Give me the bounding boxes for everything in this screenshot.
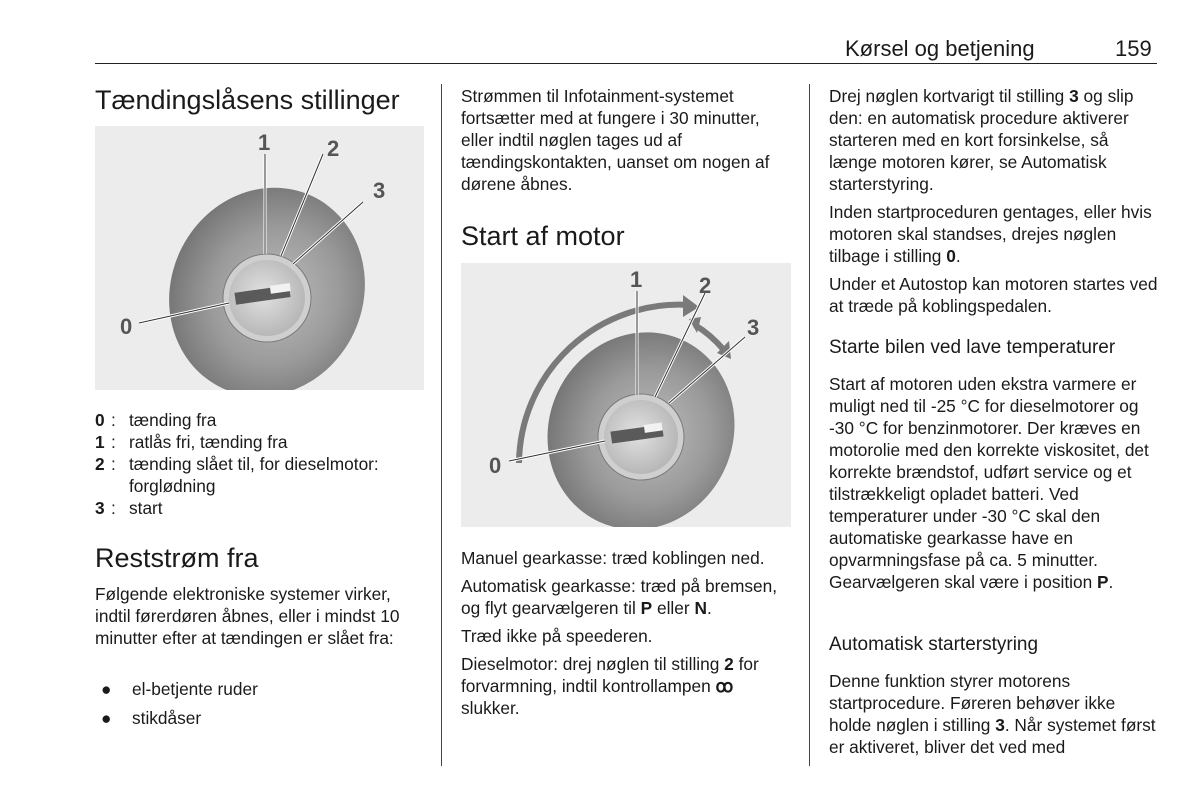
position-label-0: 0 bbox=[120, 314, 133, 339]
engine-start-figure bbox=[461, 263, 791, 527]
position-label-3: 3 bbox=[747, 315, 760, 340]
glow-plug-icon: ꝏ bbox=[715, 676, 734, 696]
position-label-3: 3 bbox=[373, 178, 386, 203]
column-divider bbox=[441, 84, 442, 766]
automatic-starter-paragraph: Denne funktion styrer motorens startprocedure. Føreren behøver ikke holde nøglen i stilling 3. Når systemet først er aktiveret, bliver det ved med bbox=[829, 671, 1156, 757]
heading-automatic-starter-control: Automatisk starterstyring bbox=[829, 634, 1039, 655]
list-item: ● stikdåser bbox=[101, 708, 202, 728]
legend-row: 2 : tænding slået til, for dieselmotor: forglødning bbox=[95, 454, 379, 496]
legend-row: 1 : ratlås fri, tænding fra bbox=[95, 432, 288, 452]
automatic-gearbox-paragraph: Automatisk gearkasse: træd på bremsen, og flyt gearvælgeren til P eller N. bbox=[461, 576, 778, 618]
column-divider bbox=[809, 84, 810, 766]
repeat-start-paragraph: Inden startproceduren gentages, eller hvis motoren skal standses, drejes nøglen tilbage i stilling 0. bbox=[829, 202, 1152, 266]
heading-ignition-positions: Tændingslåsens stillinger bbox=[95, 85, 400, 115]
ignition-start-illustration bbox=[461, 263, 791, 527]
heading-engine-start: Start af motor bbox=[461, 221, 625, 251]
position-legend bbox=[95, 409, 429, 519]
running-header-title: Kørsel og betjening bbox=[845, 36, 1035, 61]
autostop-paragraph: Under et Autostop kan motoren startes ved at træde på koblingspedalen. bbox=[829, 274, 1158, 316]
header-rule bbox=[95, 63, 1157, 64]
position-label-1: 1 bbox=[258, 130, 271, 155]
turn-key-paragraph: Drej nøglen kortvarigt til stilling 3 og slip den: en automatisk procedure aktiverer starteren med en kort forsinkelse, så længe motoren kører, se Automatisk starterstyring. bbox=[829, 86, 1134, 194]
accelerator-paragraph: Træd ikke på speederen. bbox=[461, 626, 653, 646]
residual-power-paragraph: Følgende elektroniske systemer virker, indtil førerdøren åbnes, eller i mindst 10 minutter efter at tændingen er slået fra: bbox=[95, 584, 400, 648]
bullet-list bbox=[95, 678, 258, 736]
manual-gearbox-paragraph: Manuel gearkasse: træd koblingen ned. bbox=[461, 548, 765, 568]
infotainment-paragraph: Strømmen til Infotainment-systemet fortsætter med at fungere i 30 minutter, eller indtil nøglen tages ud af tændingskontakten, uanset om nogen af dørene åbnes. bbox=[461, 86, 770, 194]
list-item: ● el-betjente ruder bbox=[101, 679, 258, 699]
position-label-2: 2 bbox=[327, 136, 340, 161]
low-temperature-paragraph: Start af motoren uden ekstra varmere er muligt ned til -25 °C for dieselmotorer og -30 °C for benzinmotorer. Der kræves en motorolie med den korrekte viskositet, det korrekte brændstof, udført service og et tilstrækkeligt opladet batteri. Ved temperaturer under -30 °C skal den automatiske gearkasse have en opvarmningsfase på ca. 5 minutter. Gearvælgeren skal være i position P. bbox=[829, 374, 1149, 592]
page-number: 159 bbox=[1115, 36, 1152, 61]
heading-low-temperature: Starte bilen ved lave temperaturer bbox=[829, 337, 1116, 358]
legend-row: 3 : start bbox=[95, 498, 163, 518]
ignition-lock-illustration bbox=[95, 126, 424, 390]
position-label-2: 2 bbox=[699, 273, 712, 298]
position-label-0: 0 bbox=[489, 453, 502, 478]
heading-residual-power: Reststrøm fra bbox=[95, 543, 259, 573]
legend-row: 0 : tænding fra bbox=[95, 410, 217, 430]
position-label-1: 1 bbox=[630, 267, 643, 292]
start-text-top bbox=[829, 85, 1159, 323]
diesel-paragraph: Dieselmotor: drej nøglen til stilling 2 for forvarmning, indtil kontrollampen ꝏ slukker. bbox=[461, 654, 759, 718]
engine-start-text bbox=[461, 547, 793, 725]
ignition-lock-figure bbox=[95, 126, 424, 390]
